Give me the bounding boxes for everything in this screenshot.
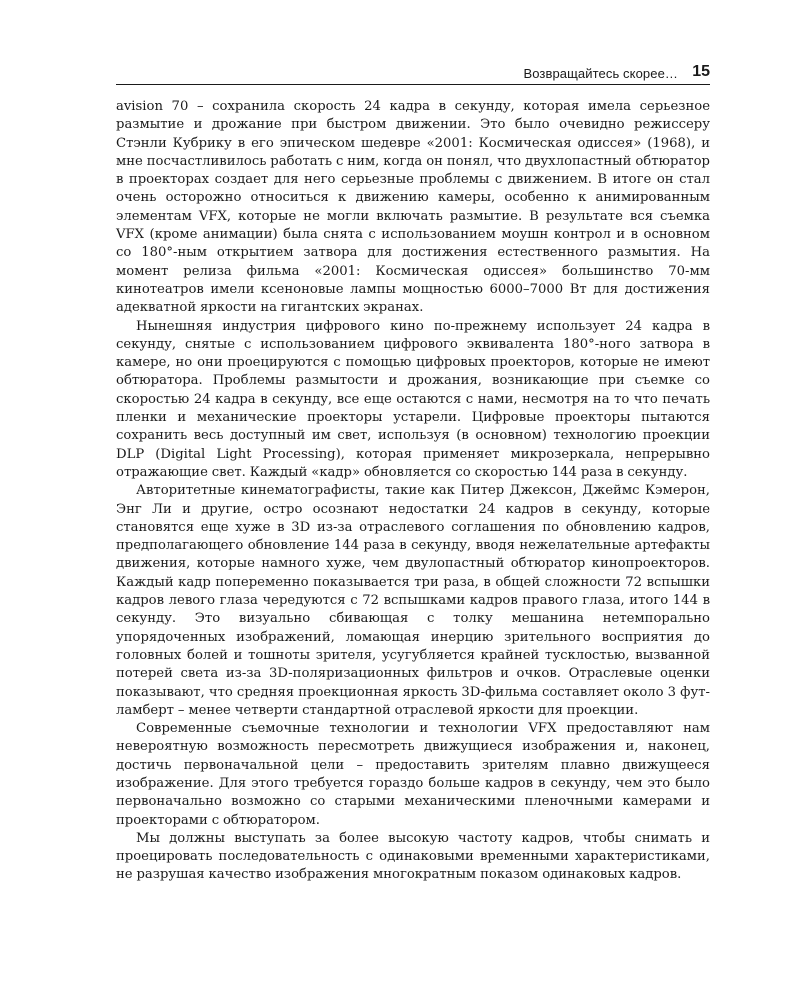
paragraph-continuation: avision 70 – сохранила скорость 24 кадра в секунду, которая имела серьезное размытие и дрожание при быстром движении. Это было очевидно режиссеру Стэнли Кубрику в его эпическом шедевре «2001: Космическая одиссея» (1968), и мне посчастливилось работать с ним, когда он понял, что двухлопастный обтюратор в проекторах создает для него серьезные проблемы с движением. В итоге он стал очень осторожно относиться к движению камеры, особенно к анимированным элементам VFX, которые не могли включать размытие. В результате вся съемка VFX (кроме анимации) была снята с использованием моушн контрол и в основном со 180°-ным открытием затвора для достижения естественного размытия. На момент релиза фильма «2001: Космическая одиссея» большинство 70-мм кинотеатров имели ксеноновые лампы мощностью 6000–7000 Вт для достижения адекватной яркости на гигантских экранах. [116, 99, 710, 316]
page-number: 15 [692, 63, 710, 80]
running-title: Возвращайтесь скорее… [523, 66, 678, 81]
paragraph: Современные съемочные технологии и технологии VFX предоставляют нам невероятную возможность пересмотреть движущиеся изображения и, наконец, достичь первоначальной цели – предоставить зрителям плавно движущееся изображение. Для этого требуется гораздо больше кадров в секунду, чем это было первоначально возможно со старыми механическими пленочными камерами и проекторами с обтюратором. [116, 721, 710, 828]
paragraph: Мы должны выступать за более высокую частоту кадров, чтобы снимать и проецировать последовательность с одинаковыми временными характеристиками, не разрушая качество изображения многократным показом одинаковых кадров. [116, 830, 710, 883]
paragraph: Нынешняя индустрия цифрового кино по-прежнему использует 24 кадра в секунду, снятые с использованием цифрового эквивалента 180°-ного затвора в камере, но они проецируются с помощью цифровых проекторов, которые не имеют обтюратора. Проблемы размытости и дрожания, возникающие при съемке со скоростью 24 кадра в секунду, все еще остаются с нами, несмотря на то что печать пленки и механические проекторы устарели. Цифровые проекторы пытаются сохранить весь доступный им свет, используя (в основном) технологию проекции DLP (Digital Light Processing), которая применяет микрозеркала, непрерывно отражающие свет. Каждый «кадр» обновляется со скоростью 144 раза в секунду. [116, 318, 710, 480]
paragraph: Авторитетные кинематографисты, такие как Питер Джексон, Джеймс Кэмерон, Энг Ли и другие, остро осознают недостатки 24 кадров в секунду, которые становятся еще хуже в 3D из-за отраслевого соглашения по обновлению кадров, предполагающего обновление 144 раза в секунду, вводя нежелательные артефакты движения, которые намного хуже, чем двулопастный обтюратор кинопроекторов. Каждый кадр попеременно показывается три раза, в общей сложности 72 вспышки кадров левого глаза чередуются с 72 вспышками кадров правого глаза, итого 144 в секунду. Это визуально сбивающая с толку мешанина нетемпорально упорядоченных изображений, ломающая инерцию зрительного восприятия до головных болей и тошноты зрителя, усугубляется крайней тусклостью, вызванной потерей света из-за 3D-поляризационных фильтров и очков. Отраслевые оценки показывают, что средняя проекционная яркость 3D-фильма составляет около 3 фут-ламберт – менее четверти стандартной отраслевой яркости для проекции. [116, 483, 710, 718]
running-header [116, 60, 710, 85]
body-text [116, 98, 710, 885]
